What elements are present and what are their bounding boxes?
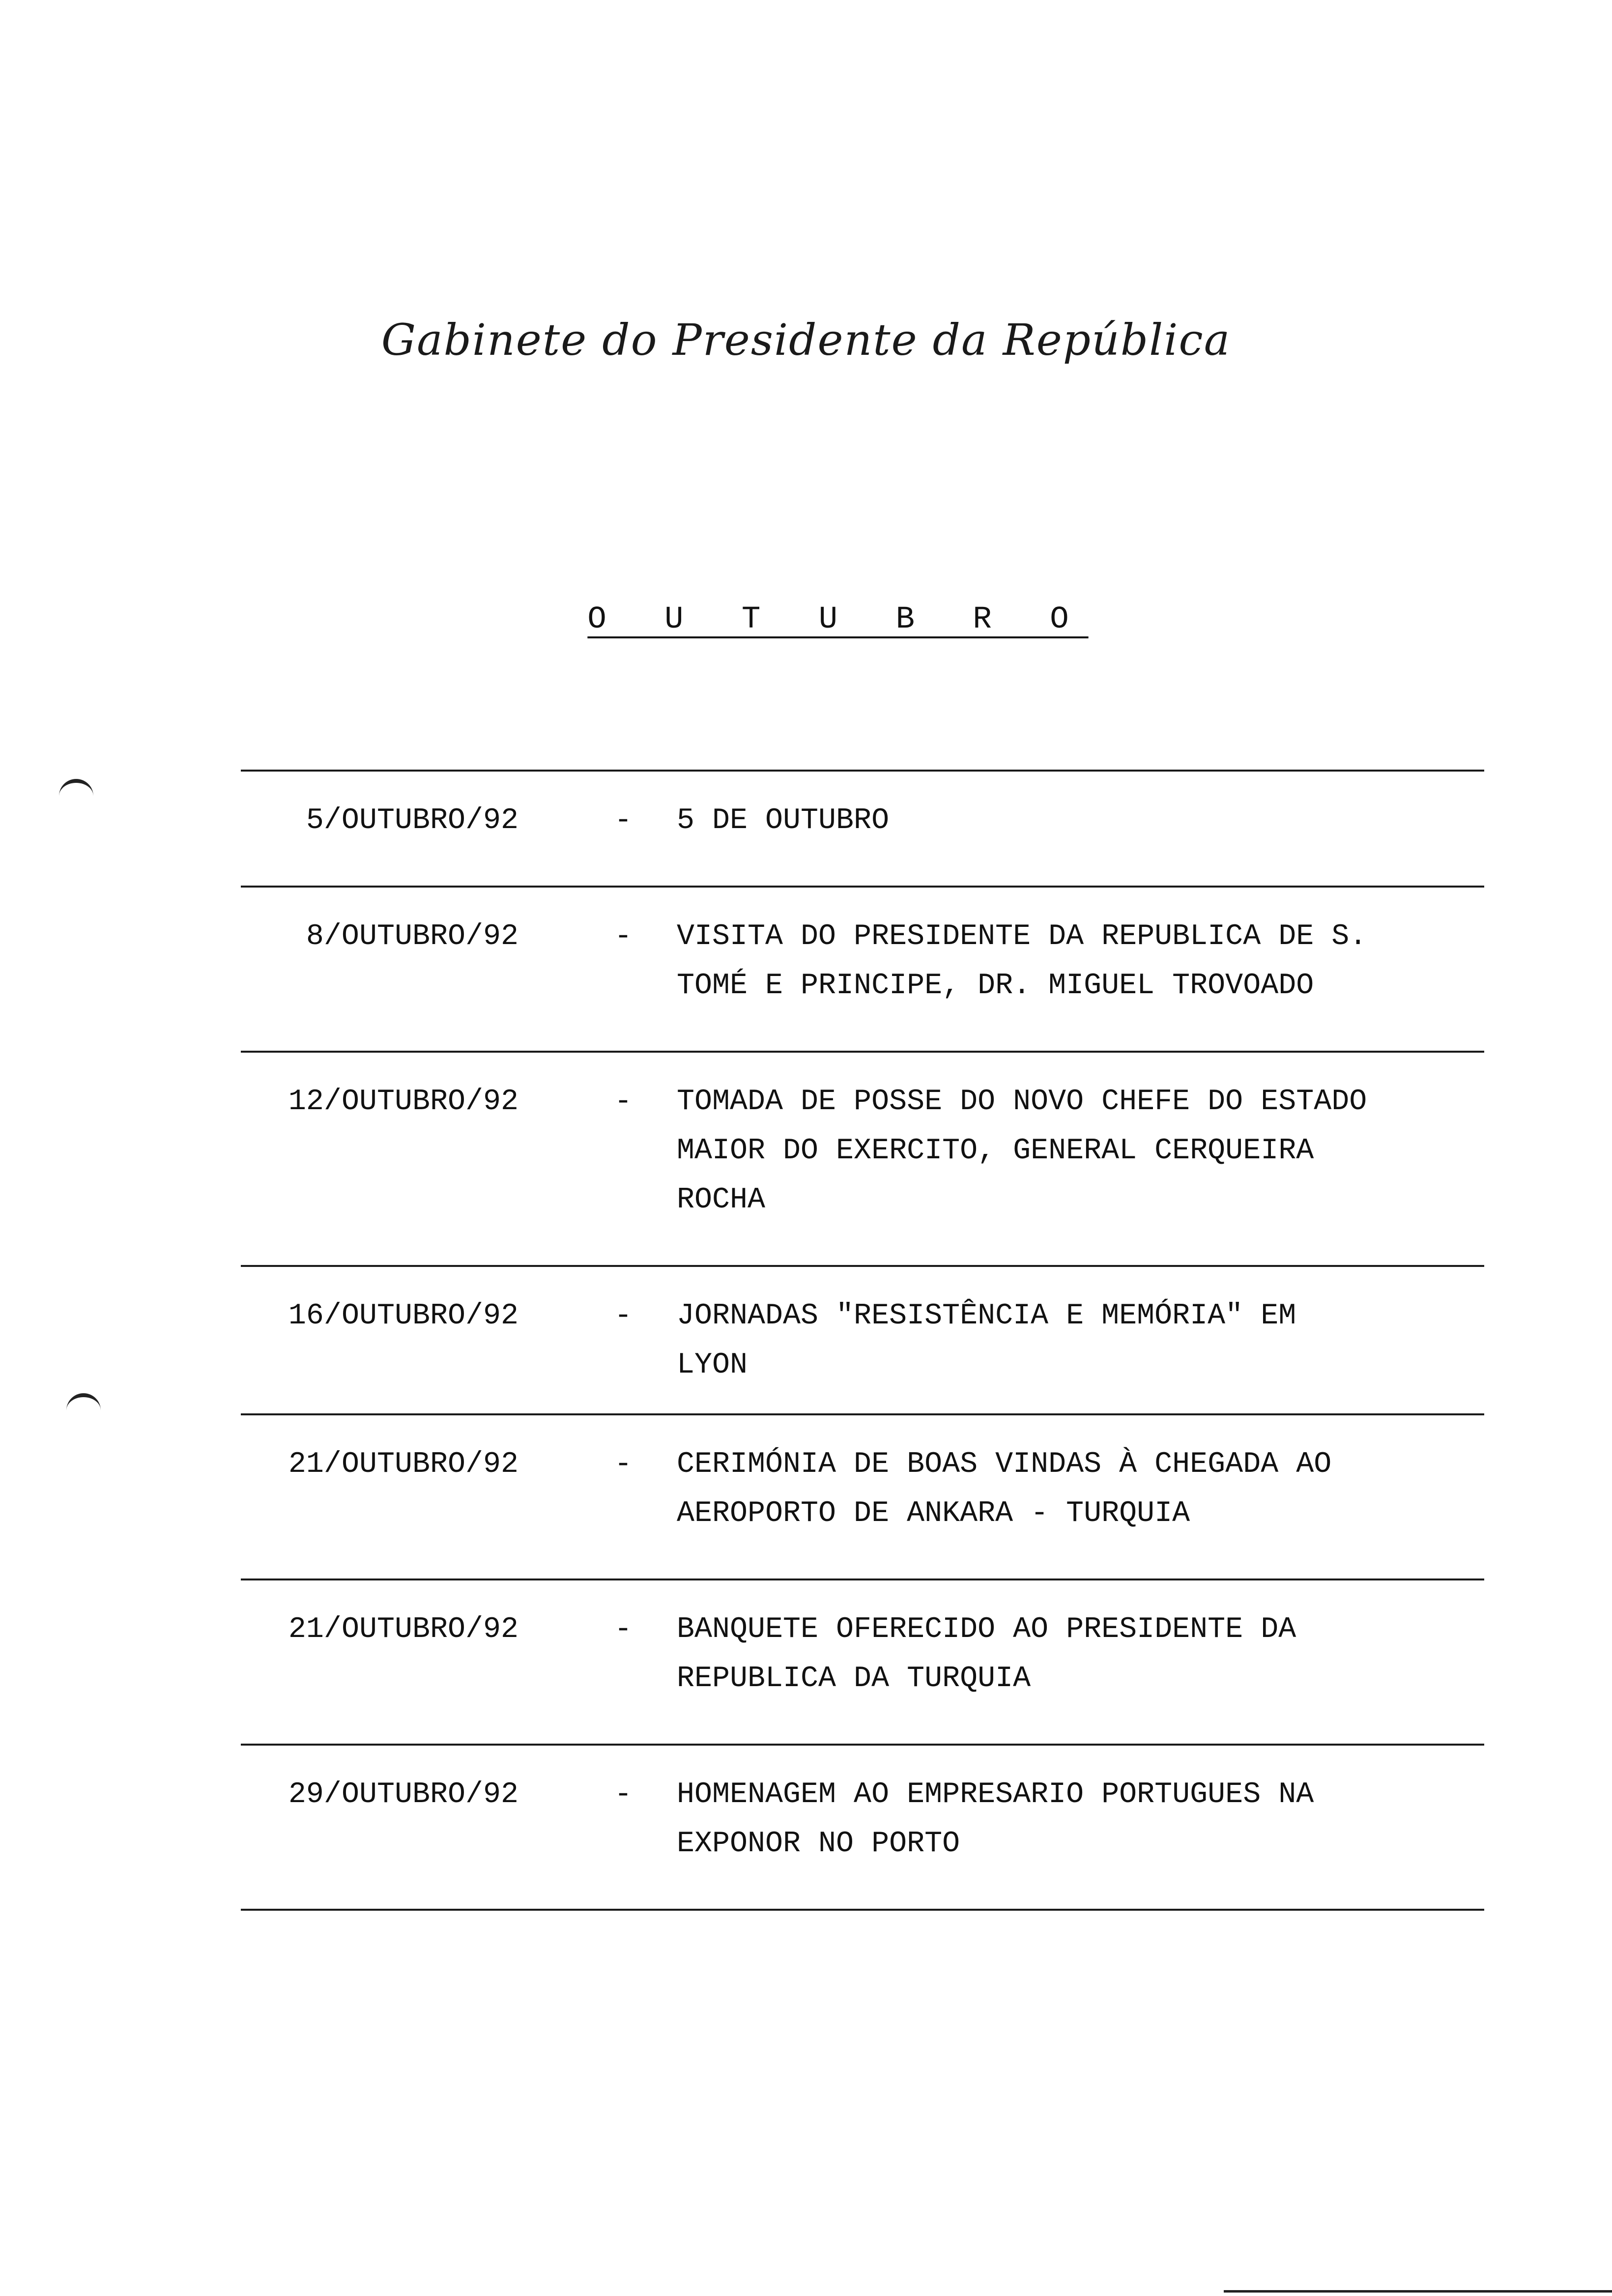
entry-date: 16/OUTUBRO/92 [288,1299,518,1333]
table-row [241,1580,1484,1744]
entry-date: 21/OUTUBRO/92 [288,1613,518,1646]
table-row [241,772,1484,886]
entry-event: VISITA DO PRESIDENTE DA REPUBLICA DE S. TOMÉ E PRINCIPE, DR. MIGUEL TROVOADO [677,920,1367,1003]
table-row [241,1746,1484,1909]
table-row [241,1415,1484,1578]
entry-dash: - [614,804,633,837]
table-row [241,888,1484,1051]
scan-edge-line [1224,2290,1612,2293]
entry-event: CERIMÓNIA DE BOAS VINDAS À CHEGADA AO AEROPORTO DE ANKARA - TURQUIA [677,1448,1332,1530]
entry-dash: - [614,1299,633,1333]
entry-dash: - [614,1778,633,1811]
month-heading [0,602,1612,637]
table-row [241,1053,1484,1265]
entry-event: HOMENAGEM AO EMPRESARIO PORTUGUES NA EXPONOR NO PORTO [677,1778,1314,1861]
schedule-table [241,770,1484,1911]
letterhead: Gabinete do Presidente da República [381,315,1231,365]
entry-event: BANQUETE OFERECIDO AO PRESIDENTE DA REPUBLICA DA TURQUIA [677,1613,1296,1695]
punch-hole-mark [66,1393,101,1417]
entry-date: 12/OUTUBRO/92 [288,1085,518,1119]
entry-dash: - [614,1613,633,1646]
entry-date: 29/OUTUBRO/92 [288,1778,518,1811]
table-row [241,1267,1484,1413]
entry-event: JORNADAS "RESISTÊNCIA E MEMÓRIA" EM LYON [677,1299,1296,1382]
entry-dash: - [614,1448,633,1481]
entry-dash: - [614,920,633,953]
entry-date: 21/OUTUBRO/92 [288,1448,518,1481]
entry-event: TOMADA DE POSSE DO NOVO CHEFE DO ESTADO MAIOR DO EXERCITO, GENERAL CERQUEIRA ROCHA [677,1085,1367,1217]
entry-dash: - [614,1085,633,1119]
entry-date: 8/OUTUBRO/92 [306,920,518,953]
entry-date: 5/OUTUBRO/92 [306,804,518,837]
entry-event: 5 DE OUTUBRO [677,804,890,837]
table-rule [241,1909,1484,1911]
punch-hole-mark [59,779,93,803]
month-title: O U T U B R O [587,602,1089,637]
